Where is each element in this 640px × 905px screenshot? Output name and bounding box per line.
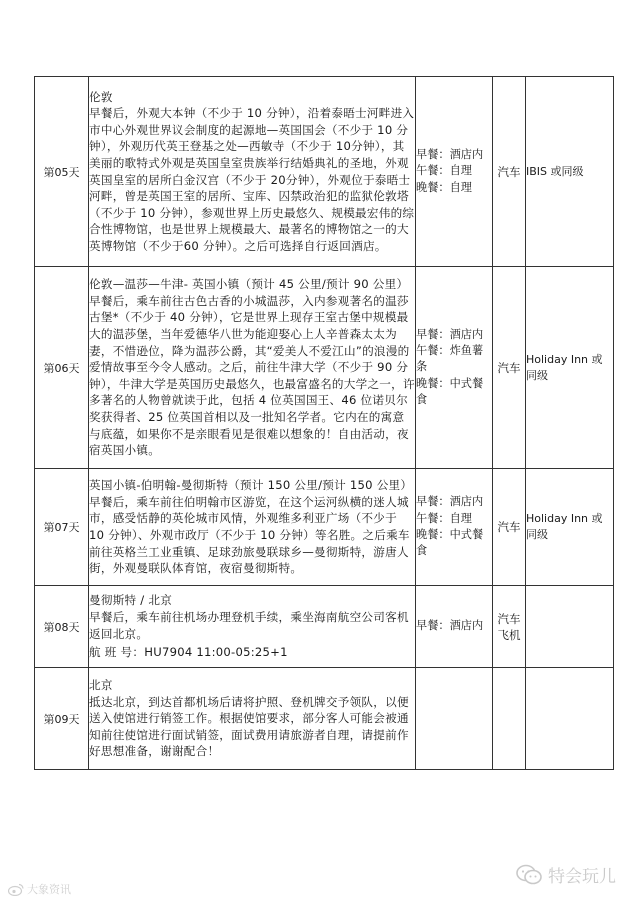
itinerary-row-day06 [35,267,614,469]
day-description [89,469,416,586]
day-body: 早餐后，外观大本钟（不少于 10 分钟），沿着泰晤士河畔进入市中心外观世界议会制度的起源地—英国国会（不少于 10 分钟），外观历代英王登基之处—西敏寺（不少于 10分钟），其美丽的歌特式外观是英国皇室贵族举行结婚典礼的圣地，外观英国皇室的居所白金汉宫（不少于 20分钟），外观位于泰晤士河畔，曾是英国王室的居所、宝库、囚禁政治犯的监狱伦敦塔（不少于 10 分钟），参观世界上历史最悠久、规模最宏伟的综合性博物馆，也是世界上规模最大、最著名的博物馆之一的大英博物馆（不少于60 分钟）。之后可选择自行返回酒店。 [89,106,415,253]
day-body: 早餐后，乘车前往机场办理登机手续，乘坐海南航空公司客机返回北京。 [89,609,409,641]
itinerary-row-day08 [35,586,614,668]
day-description [89,586,416,668]
day-label: 第09天 [35,668,89,770]
itinerary-row-day07 [35,469,614,586]
watermark-weibo [8,881,71,897]
transport-cell: 汽车 [493,469,526,586]
itinerary-row-day09 [35,668,614,770]
day-body: 抵达北京，到达首都机场后请将护照、登机牌交予领队，以便送入使馆进行销签工作。根据使馆要求，部分客人可能会被通知前往使馆进行面试销签，面试费用请旅游者自理，请提前作好思想准备，谢谢配合！ [89,694,409,759]
meals-cell [416,586,493,668]
meal-lunch: 午餐：自理 [416,164,472,178]
hotel-cell: Holiday Inn 或同级 [526,469,614,586]
hotel-cell: Holiday Inn 或同级 [526,267,614,469]
transport-cell: 汽车 [493,267,526,469]
day-title: 伦敦 [89,89,113,104]
day-label: 第05天 [35,77,89,267]
day-description [89,668,416,770]
meal-breakfast: 早餐：酒店内 [416,495,484,509]
hotel-cell [526,586,614,668]
meal-dinner: 晚餐：自理 [416,180,472,194]
meals-cell [416,77,493,267]
flight-info: 航 班 号：HU7904 11:00-05:25+1 [89,645,288,660]
meals-cell [416,668,493,770]
weibo-icon [8,883,24,896]
day-label: 第06天 [35,267,89,469]
meal-breakfast: 早餐：酒店内 [416,327,484,341]
meal-lunch: 午餐：炸鱼薯条 [416,344,484,374]
itinerary-table [34,76,614,770]
day-title: 曼彻斯特 / 北京 [89,593,173,608]
transport-cell: 汽车 [493,77,526,267]
watermark-left-text: 大象资讯 [27,883,71,896]
day-title: 北京 [89,678,113,693]
day-description [89,77,416,267]
day-label: 第08天 [35,586,89,668]
day-label: 第07天 [35,469,89,586]
day-body: 早餐后，乘车前往伯明翰市区游览，在这个运河纵横的迷人城市，感受恬静的英伦城市风情，外观维多利亚广场（不少于 10 分钟）、外观市政厅（不少于 10 分钟）等名胜。之后乘车前往英格兰工业重镇、足球劲旅曼联球乡—曼彻斯特，游唐人街，外观曼联队体育馆，夜宿曼彻斯特。 [89,494,410,576]
hotel-cell: IBIS 或同级 [526,77,614,267]
transport-cell [493,668,526,770]
day-description [89,267,416,469]
hotel-cell [526,668,614,770]
meal-breakfast: 早餐：酒店内 [416,148,484,162]
meals-cell [416,267,493,469]
wechat-icon [516,864,542,886]
transport-cell: 汽车飞机 [493,586,526,668]
meal-breakfast: 早餐：酒店内 [416,619,484,633]
day-title: 英国小镇-伯明翰-曼彻斯特（预计 150 公里/预计 150 公里） [89,478,413,493]
itinerary-row-day05 [35,77,614,267]
meal-dinner: 晚餐：中式餐食 [416,528,484,558]
day-title: 伦敦—温莎—牛津- 英国小镇（预计 45 公里/预计 90 公里） [89,277,409,292]
watermark-wechat [516,862,616,887]
meal-lunch: 午餐：自理 [416,511,472,525]
meal-dinner: 晚餐：中式餐食 [416,376,484,406]
meals-cell [416,469,493,586]
day-body: 早餐后，乘车前往古色古香的小城温莎，入内参观著名的温莎古堡*（不少于 40 分钟），它是世界上现存王室古堡中规模最大的温莎堡，当年爱德华八世为能迎娶心上人辛普森太太为妻，不惜逊位，降为温莎公爵，其“爱美人不爱江山”的浪漫的爱情故事至今令人感动。之后，前往牛津大学（不少于 90 分钟），牛津大学是英国历史最悠久，也最富盛名的大学之一，许多著名的人物曾就读于此，包括 4 位英国国王、46 位诺贝尔奖获得者、25 位英国首相以及一批知名学者。它内在的寓意与底蕴，如果你不是亲眼看见是很难以想象的！自由活动，夜宿英国小镇。 [89,293,415,458]
watermark-right-text: 特会玩儿 [548,867,616,887]
